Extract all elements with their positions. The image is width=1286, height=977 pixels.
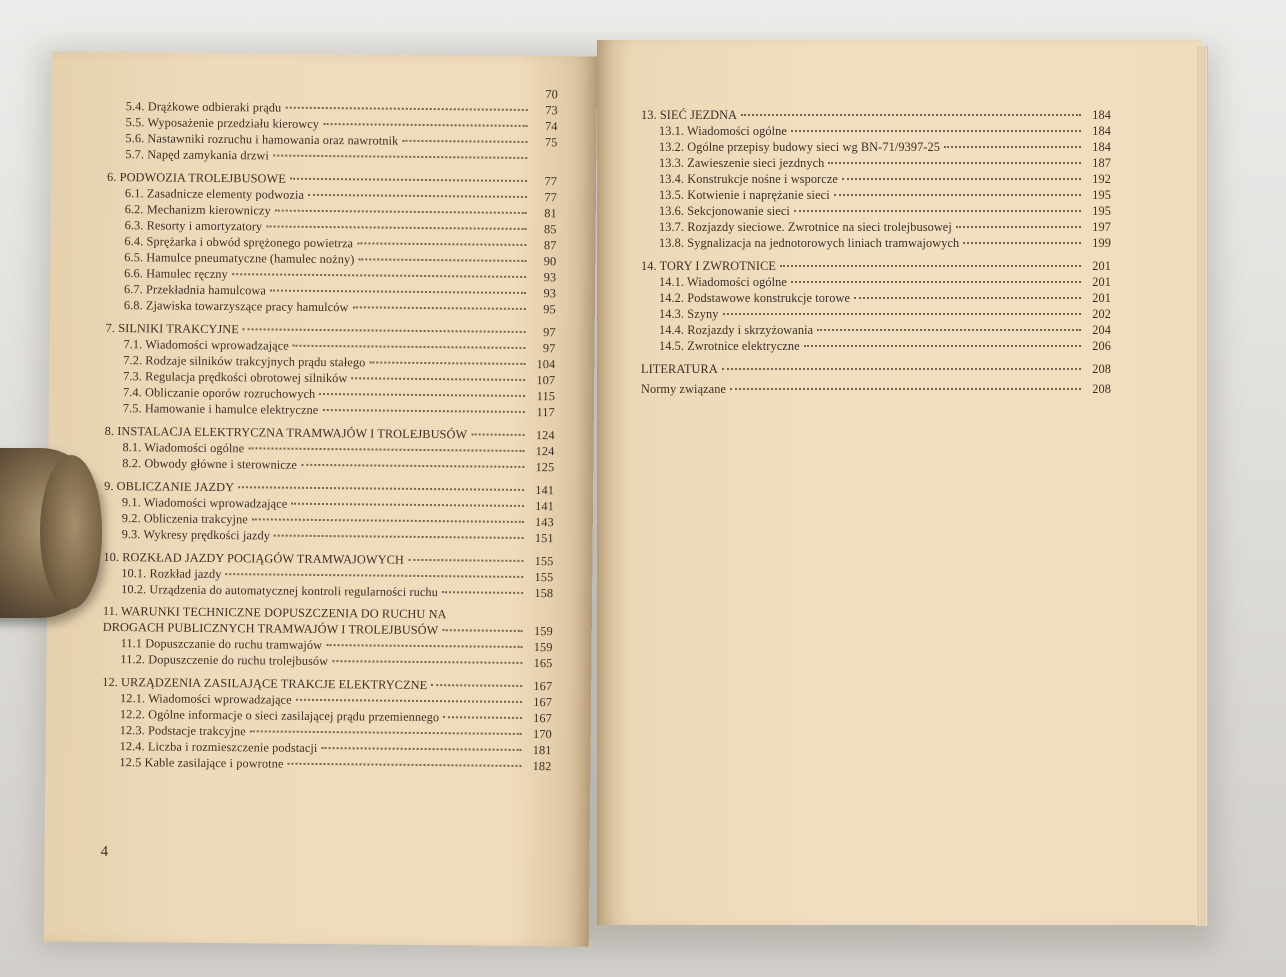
dot-leader: [274, 535, 524, 539]
dot-leader: [357, 242, 526, 246]
dot-leader: [287, 763, 521, 767]
toc-page-number: 197: [1092, 220, 1111, 234]
toc-chapter-row: [641, 258, 1111, 274]
toc-page-number: 167: [533, 711, 552, 726]
toc-section-row: [641, 155, 1111, 171]
toc-chapter-entry: [103, 603, 553, 639]
toc-section-row: [104, 526, 554, 546]
toc-page-number: 184: [1092, 124, 1111, 138]
toc-page-number: 181: [532, 743, 552, 758]
toc-section-row: [102, 651, 552, 671]
right-page: [597, 40, 1201, 925]
toc-section-row: [641, 123, 1111, 139]
toc-page-number: 77: [544, 174, 558, 189]
toc-page-number: 167: [533, 695, 553, 710]
toc-section-title: 6.4. Sprężarka i obwód sprężonego powietrza: [124, 234, 354, 251]
toc-section-title: 5.7. Napęd zamykania drzwi: [125, 147, 269, 163]
toc-section-row: [641, 219, 1111, 235]
toc-page-number: 192: [1092, 172, 1111, 186]
toc-section-row: [104, 455, 554, 475]
toc-page-number: 151: [534, 531, 554, 546]
dot-leader: [358, 258, 526, 262]
toc-section-row: [641, 235, 1111, 251]
dot-leader: [402, 140, 527, 143]
toc-page-number: 90: [543, 254, 557, 269]
toc-section-title: 7.4. Obliczanie oporów rozruchowych: [122, 385, 316, 401]
page-weight-rim: [40, 455, 102, 609]
toc-chapter-title: 7. SILNIKI TRAKCYJNE: [105, 320, 239, 337]
toc-section-title: 7.5. Hamowanie i hamulce elektryczne: [122, 401, 319, 417]
toc-section-title: 12.4. Liczba i rozmieszczenie podstacji: [119, 739, 318, 755]
page-edges: [1196, 46, 1208, 926]
toc-section-row: [641, 338, 1111, 354]
toc-section-title: 9.1. Wiadomości wprowadzające: [121, 495, 288, 511]
toc-page-number: 155: [534, 554, 554, 569]
toc-chapter-row: [641, 381, 1111, 397]
dot-leader: [270, 290, 526, 294]
toc-section-row: [641, 171, 1111, 187]
dot-leader: [944, 146, 1081, 148]
toc-section-title: 12.3. Podstacje trakcyjne: [119, 723, 246, 739]
toc-section-row: [641, 322, 1111, 338]
dot-leader: [273, 155, 527, 159]
toc-chapter-title: 9. OBLICZANIE JAZDY: [104, 478, 235, 495]
dot-leader: [238, 486, 524, 491]
dot-leader: [834, 194, 1081, 196]
toc-page-number: 95: [543, 302, 556, 317]
toc-chapter-title: 6. PODWOZIA TROLEJBUSOWE: [107, 169, 286, 186]
toc-page-number: 208: [1092, 362, 1111, 376]
dot-leader: [780, 265, 1081, 267]
toc-page-number: 141: [535, 483, 555, 498]
toc-section-row: [641, 290, 1111, 306]
toc-page-number: 201: [1092, 259, 1111, 273]
dot-leader: [443, 716, 522, 719]
toc-section-title: 7.3. Regulacja prędkości obrotowej silników: [123, 369, 348, 386]
dot-leader: [442, 591, 523, 594]
dot-leader: [854, 297, 1081, 299]
toc-section-title: 5.5. Wyposażenie przedziału kierowcy: [125, 115, 320, 131]
toc-page-number: 74: [545, 119, 558, 134]
dot-leader: [442, 629, 522, 632]
dot-leader: [322, 409, 525, 413]
toc-page-number: 202: [1092, 307, 1111, 321]
toc-section-title: 14.3. Szyny: [659, 307, 719, 321]
toc-section-title: 6.1. Zasadnicze elementy podwozia: [124, 186, 305, 202]
toc-page-number: 77: [544, 190, 557, 205]
toc-section-title: 6.6. Hamulec ręczny: [124, 266, 228, 282]
toc-page-number: 81: [544, 206, 557, 221]
toc-chapter-row: [641, 361, 1111, 377]
toc-section-row: [641, 187, 1111, 203]
toc-section-title: 7.2. Rodzaje silników trakcyjnych prądu stałego: [123, 353, 366, 370]
toc-page-number: 159: [533, 624, 553, 639]
toc-section-title: 11.1 Dopuszczanie do ruchu tramwajów: [120, 636, 323, 653]
dot-leader: [285, 107, 527, 111]
dot-leader: [252, 518, 524, 523]
toc-section-title: 6.5. Hamulce pneumatyczne (hamulec nożny): [124, 250, 355, 267]
dot-leader: [723, 313, 1081, 315]
dot-leader: [321, 747, 521, 751]
dot-leader: [232, 273, 526, 278]
dot-leader: [828, 162, 1081, 164]
dot-leader: [351, 377, 525, 381]
toc-section-title: 9.3. Wykresy prędkości jazdy: [121, 527, 271, 543]
dot-leader: [291, 503, 524, 507]
dot-leader: [353, 306, 526, 310]
toc-page-number: 165: [533, 656, 553, 671]
toc-section-title: 6.7. Przekładnia hamulcowa: [123, 282, 266, 298]
toc-section-title: 14.5. Zwrotnice elektryczne: [659, 339, 800, 353]
toc-section-title: 5.6. Nastawniki rozruchu i hamowania oraz nawrotnik: [125, 131, 399, 148]
dot-leader: [301, 464, 524, 468]
toc-section-title: 12.1. Wiadomości wprowadzające: [120, 691, 292, 707]
toc-section-row: [103, 581, 553, 601]
toc-page-number: 143: [534, 515, 554, 530]
dot-leader: [266, 225, 526, 229]
dot-leader: [817, 329, 1081, 331]
dot-leader: [842, 178, 1081, 180]
toc-page-number: 141: [535, 499, 555, 514]
toc-page-number: 195: [1092, 188, 1111, 202]
toc-page-number: 195: [1092, 204, 1111, 218]
toc-page-number: 93: [543, 286, 557, 301]
toc-section-title: 13.1. Wiadomości ogólne: [659, 124, 787, 138]
toc-section-row: [101, 754, 551, 774]
toc-page-number: 184: [1092, 108, 1111, 122]
toc-chapter-title: 13. SIEĆ JEZDNA: [641, 108, 738, 122]
toc-page-number: 97: [542, 341, 556, 356]
toc-section-title: 14.2. Podstawowe konstrukcje torowe: [659, 291, 850, 305]
toc-section-title: 8.1. Wiadomości ogólne: [122, 440, 245, 456]
toc-section-row: [641, 274, 1111, 290]
toc-page-number: 208: [1092, 382, 1111, 396]
left-page: [44, 51, 598, 946]
toc-page-number: 206: [1092, 339, 1111, 353]
dot-leader: [290, 178, 527, 182]
dot-leader: [956, 226, 1081, 228]
toc-section-title: 13.8. Sygnalizacja na jednotorowych liniach tramwajowych: [659, 236, 960, 250]
toc-page-number: 204: [1092, 323, 1111, 337]
toc-page-number: 125: [535, 460, 555, 475]
toc-section-row: [641, 306, 1111, 322]
toc-section-title: 10.2. Urządzenia do automatycznej kontroli regularności ruchu: [121, 582, 439, 600]
dot-leader: [722, 368, 1081, 370]
toc-page-number: 187: [1092, 156, 1111, 170]
toc-section-title: 8.2. Obwody główne i sterownicze: [122, 456, 298, 472]
dot-leader: [431, 684, 522, 687]
toc-page-number: 167: [533, 679, 553, 694]
toc-page-number: 124: [535, 444, 555, 459]
dot-leader: [319, 393, 525, 397]
toc-section-title: 13.6. Sekcjonowanie sieci: [659, 204, 790, 218]
toc-chapter-title-line: 11. WARUNKI TECHNICZNE DOPUSZCZENIA DO RUCHU NA: [102, 603, 447, 622]
toc-section-title: 5.4. Drążkowe odbieraki prądu: [125, 99, 282, 115]
dot-leader: [250, 730, 522, 735]
toc-section-row: [105, 400, 555, 420]
toc-section-title: 14.4. Rozjazdy i skrzyżowania: [659, 323, 814, 337]
dot-leader: [369, 361, 525, 364]
toc-chapter-title: 10. ROZKŁAD JAZDY POCIĄGÓW TRAMWAJOWYCH: [103, 549, 405, 567]
dot-leader: [226, 573, 524, 578]
toc-section-title: 9.2. Obliczenia trakcyjne: [121, 511, 248, 527]
toc-page-number: 124: [535, 428, 555, 443]
toc-page-number: 117: [536, 405, 555, 420]
toc-section-title: 14.1. Wiadomości ogólne: [659, 275, 787, 289]
dot-leader: [243, 328, 526, 333]
dot-leader: [963, 242, 1081, 244]
toc-page-number: 70: [545, 87, 558, 102]
toc-section-title: 13.5. Kotwienie i naprężanie sieci: [659, 188, 830, 202]
dot-leader: [308, 194, 527, 198]
table-of-contents-left: [101, 82, 558, 774]
toc-section-title: 13.7. Rozjazdy sieciowe. Zwrotnice na sieci trolejbusowej: [659, 220, 952, 234]
dot-leader: [275, 210, 527, 214]
toc-section-row: [107, 146, 557, 166]
dot-leader: [804, 345, 1081, 347]
toc-chapter-title: 8. INSTALACJA ELEKTRYCZNA TRAMWAJÓW I TROLEJBUSÓW: [104, 423, 468, 442]
dot-leader: [293, 345, 526, 349]
toc-chapter-title: Normy związane: [641, 382, 727, 396]
toc-section-title: 12.2. Ogólne informacje o sieci zasilającej prądu przemiennego: [119, 707, 440, 725]
toc-section-title: 10.1. Rozkład jazdy: [121, 566, 222, 582]
toc-page-number: 201: [1092, 291, 1111, 305]
dot-leader: [326, 644, 522, 648]
dot-leader: [791, 281, 1081, 283]
toc-page-number: 155: [534, 570, 554, 585]
toc-section-title: 6.3. Resorty i amortyzatory: [124, 218, 263, 234]
toc-section-title: 7.1. Wiadomości wprowadzające: [123, 337, 289, 353]
dot-leader: [741, 114, 1081, 116]
toc-section-row: [641, 203, 1111, 219]
toc-section-title: 13.3. Zawieszenie sieci jezdnych: [659, 156, 825, 170]
toc-section-title: 11.2. Dopuszczenie do ruchu trolejbusów: [120, 652, 329, 669]
toc-section-title: 6.2. Mechanizm kierowniczy: [124, 202, 271, 218]
toc-page-number: 201: [1092, 275, 1111, 289]
toc-page-number: 170: [532, 727, 552, 742]
toc-section-title: 6.8. Zjawiska towarzyszące pracy hamulców: [123, 298, 349, 315]
toc-chapter-title: DROGACH PUBLICZNYCH TRAMWAJÓW I TROLEJBUSÓW: [102, 619, 439, 638]
toc-page-number: 115: [536, 389, 556, 404]
toc-section-title: 13.4. Konstrukcje nośne i wsporcze: [659, 172, 838, 186]
dot-leader: [332, 660, 522, 664]
toc-section-row: [641, 139, 1111, 155]
toc-page-number: 159: [533, 640, 553, 655]
toc-page-number: 158: [534, 586, 554, 601]
toc-section-title: 13.2. Ogólne przepisy budowy sieci wg BN-71/9397-25: [659, 140, 941, 154]
toc-page-number: 184: [1092, 140, 1111, 154]
toc-page-number: 73: [545, 103, 558, 118]
page-number: 4: [100, 843, 109, 860]
dot-leader: [408, 559, 523, 562]
toc-page-number: 75: [544, 135, 558, 150]
toc-chapter-title: LITERATURA: [641, 362, 718, 376]
dot-leader: [471, 433, 524, 436]
dot-leader: [296, 699, 522, 703]
dot-leader: [323, 123, 528, 127]
toc-page-number: 93: [543, 270, 557, 285]
toc-section-title: 12.5 Kable zasilające i powrotne: [119, 755, 284, 771]
toc-chapter-title: 12. URZĄDZENIA ZASILAJĄCE TRAKCJE ELEKTRYCZNE: [102, 674, 428, 693]
toc-chapter-title: 14. TORY I ZWROTNICE: [641, 259, 776, 273]
toc-page-number: 87: [543, 238, 557, 253]
toc-page-number: 97: [543, 325, 556, 340]
toc-chapter-row: [641, 107, 1111, 123]
toc-page-number: 85: [544, 222, 557, 237]
dot-leader: [248, 447, 524, 452]
toc-section-row: [106, 297, 556, 317]
table-of-contents-right: [641, 100, 1111, 397]
toc-page-number: 107: [536, 373, 556, 388]
dot-leader: [791, 130, 1081, 132]
toc-page-number: 199: [1092, 236, 1111, 250]
toc-page-number: 104: [536, 357, 556, 372]
dot-leader: [730, 388, 1081, 390]
toc-page-number: 182: [532, 759, 552, 774]
dot-leader: [794, 210, 1081, 212]
